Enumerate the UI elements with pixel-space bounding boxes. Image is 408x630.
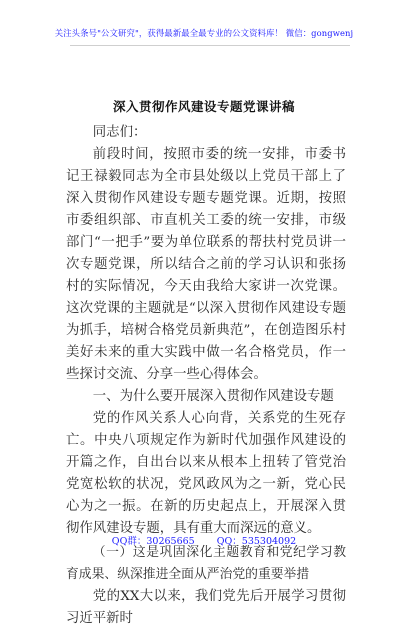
qq-contact-text: QQ：535304092 bbox=[216, 536, 297, 547]
header-divider bbox=[70, 45, 350, 46]
subsection-heading-1: （一）这是巩固深化主题教育和党纪学习教育成果、纵深推进全面从严治党的重要举措 bbox=[66, 545, 346, 582]
qq-group-text: QQ群：30265665 bbox=[111, 536, 195, 547]
document-body bbox=[66, 122, 346, 630]
salutation: 同志们： bbox=[92, 125, 147, 140]
paragraph-section-1: 党的作风关系人心向背，关系党的生死存亡。中央八项规定作为新时代加强作风建设的开篇之作，自出台以来从根本上扭转了管党治党宽松软的状况，党风政风为之一新，党心民心为之一振。在新的历史起点上，开展深入贯彻作风建设专题，具有重大而深远的意义。 bbox=[66, 411, 346, 536]
contact-footer bbox=[0, 533, 408, 547]
section-heading-1: 一、为什么要开展深入贯彻作风建设专题 bbox=[92, 389, 334, 404]
paragraph-subsection-1: 党的XX大以来，我们党先后开展学习贯彻习近平新时 bbox=[66, 589, 346, 626]
document-title: 深入贯彻作风建设专题党课讲稿 bbox=[112, 99, 295, 114]
paragraph-intro: 前段时间，按照市委的统一安排，市委书记王禄毅同志为全市县处级以上党员干部上了深入贯彻作风建设专题专题党课。近期，按照市委组织部、市直机关工委的统一安排，市级部门“一把手”要为单位联系的帮扶村党员讲一次专题党课，所以结合之前的学习认识和张扬村的实际情况，今天由我给大家讲一次党课。这次党课的主题就是“以深入贯彻作风建设专题为抓手，培树合格党员新典范”，在创造图乐村美好未来的重大实践中做一名合格党员，作一些探讨交流、分享一些心得体会。 bbox=[66, 147, 346, 382]
promo-header: 关注头条号"公文研究"，获得最新最全最专业的公文资料库！ 微信：gongwenj bbox=[54, 28, 354, 38]
